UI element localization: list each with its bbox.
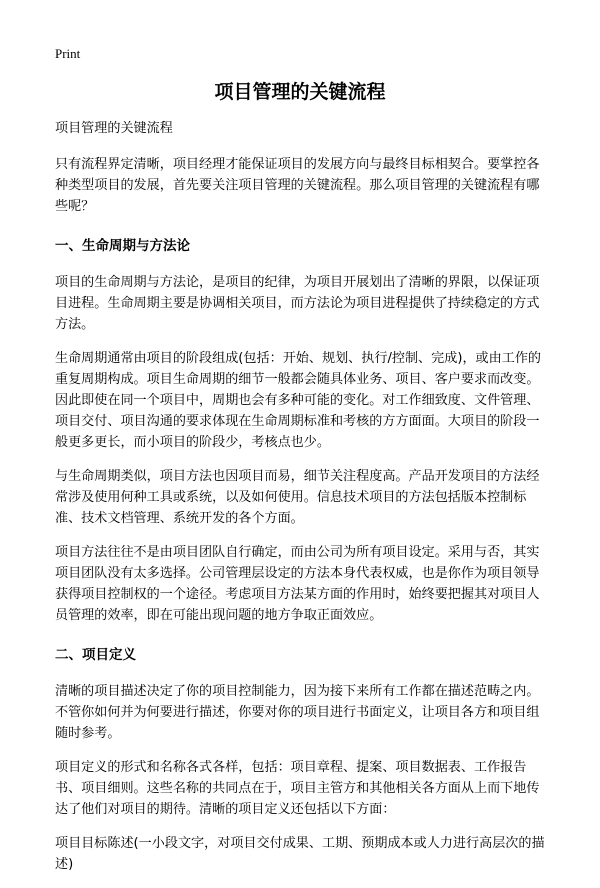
intro-paragraph: 只有流程界定清晰，项目经理才能保证项目的发展方向与最终目标相契合。要掌控各种类型项目的发展，首先要关注项目管理的关键流程。那么项目管理的关键流程有哪些呢？	[55, 157, 540, 214]
article-body	[55, 118, 547, 888]
paragraph: 项目目标陈述(一小段文字，对项目交付成果、工期、预期成本或人力进行高层次的描述)	[55, 836, 545, 872]
paragraph: 项目的生命周期与方法论，是项目的纪律，为项目开展划出了清晰的界限，以保证项目进程。生命周期主要是协调相关项目，而方法论为项目进程提供了持续稳定的方式方法。	[55, 275, 540, 332]
page-title: 项目管理的关键流程	[214, 81, 386, 103]
section-heading-definition: 二、项目定义	[55, 647, 136, 663]
paragraph: 与生命周期类似，项目方法也因项目而易，细节关注程度高。产品开发项目的方法经常涉及使用何种工具或系统，以及如何使用。信息技术项目的方法包括版本控制标准、技术文档管理、系统开发的各个方面。	[55, 469, 540, 526]
paragraph: 清晰的项目描述决定了你的项目控制能力，因为接下来所有工作都在描述范畴之内。不管你如何并为何要进行描述，你要对你的项目进行书面定义，让项目各方和项目组随时参考。	[55, 684, 540, 741]
section-heading-lifecycle: 一、生命周期与方法论	[55, 238, 190, 254]
paragraph: 项目方法往往不是由项目团队自行确定，而由公司为所有项目设定。采用与否，其实项目团队没有太多选择。公司管理层设定的方法本身代表权威，也是你作为项目领导获得项目控制权的一个途径。考虑项目方法某方面的作用时，始终要把握其对项目人员管理的效率，即在可能出现问题的地方争取正面效应。	[55, 545, 540, 623]
print-link[interactable]: Print	[55, 46, 81, 61]
article-subtitle: 项目管理的关键流程	[55, 121, 173, 136]
paragraph: 项目定义的形式和名称各式各样，包括：项目章程、提案、项目数据表、工作报告书、项目细则。这些名称的共同点在于，项目主管方和其他相关各方面从上而下地传达了他们对项目的期待。清晰的项目定义还包括以下方面：	[55, 760, 540, 817]
paragraph: 生命周期通常由项目的阶段组成(包括：开始、规划、执行/控制、完成)，或由工作的重复周期构成。项目生命周期的细节一般都会随具体业务、项目、客户要求而改变。因此即使在同一个项目中，周期也会有多种可能的变化。对工作细致度、文件管理、项目交付、项目沟通的要求体现在生命周期标准和考核的方方面面。大项目的阶段一般更多更长，而小项目的阶段少，考核点也少。	[55, 351, 542, 450]
